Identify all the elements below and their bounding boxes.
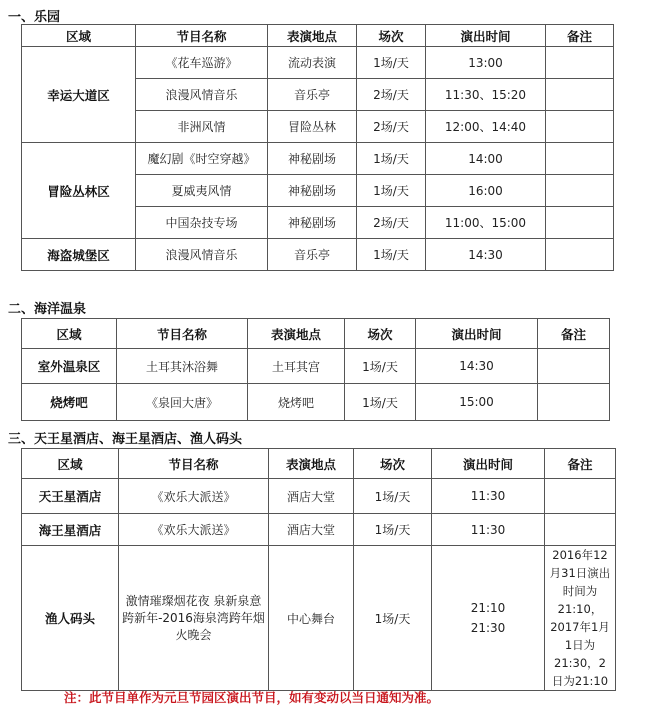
showtime-cell: 11:30	[432, 514, 545, 546]
sessions-cell: 1场/天	[357, 175, 426, 207]
program-cell: 土耳其沐浴舞	[117, 349, 248, 384]
venue-cell: 酒店大堂	[269, 514, 354, 546]
schedule-table-park	[21, 24, 614, 271]
remarks-cell	[546, 79, 614, 111]
header-program: 节目名称	[119, 449, 269, 479]
schedule-table-ocean-spa	[21, 318, 610, 421]
program-cell: 《欢乐大派送》	[119, 479, 269, 514]
showtime-cell: 13:00	[426, 47, 546, 79]
showtime-line: 21:10	[470, 601, 506, 615]
venue-cell: 土耳其宫	[248, 349, 345, 384]
showtime-cell: 16:00	[426, 175, 546, 207]
table-row	[22, 514, 616, 546]
remarks-cell	[546, 143, 614, 175]
table-row	[22, 143, 614, 175]
showtime-cell	[432, 546, 545, 691]
venue-cell: 中心舞台	[269, 546, 354, 691]
venue-cell: 神秘剧场	[268, 143, 357, 175]
header-program: 节目名称	[136, 25, 268, 47]
program-cell: 非洲风情	[136, 111, 268, 143]
header-sessions: 场次	[354, 449, 432, 479]
section-title-hotels-wharf: 三、天王星酒店、海王星酒店、渔人码头	[8, 432, 243, 447]
remarks-cell	[546, 207, 614, 239]
program-cell: 中国杂技专场	[136, 207, 268, 239]
sessions-cell: 1场/天	[357, 239, 426, 271]
venue-cell: 音乐亭	[268, 79, 357, 111]
table-row	[22, 479, 616, 514]
remarks-cell	[546, 47, 614, 79]
table-row	[22, 546, 616, 691]
header-showtime: 演出时间	[426, 25, 546, 47]
area-cell: 烧烤吧	[22, 384, 117, 421]
venue-cell: 酒店大堂	[269, 479, 354, 514]
program-cell: 魔幻剧《时空穿越》	[136, 143, 268, 175]
remarks-cell	[546, 239, 614, 271]
header-sessions: 场次	[345, 319, 416, 349]
showtime-cell: 15:00	[416, 384, 538, 421]
venue-cell: 神秘剧场	[268, 175, 357, 207]
sessions-cell: 2场/天	[357, 79, 426, 111]
area-cell: 室外温泉区	[22, 349, 117, 384]
table-header-row	[22, 25, 614, 47]
venue-cell: 神秘剧场	[268, 207, 357, 239]
header-program: 节目名称	[117, 319, 248, 349]
showtime-cell: 14:30	[416, 349, 538, 384]
header-remarks: 备注	[546, 25, 614, 47]
sessions-cell: 1场/天	[345, 349, 416, 384]
table-header-row	[22, 319, 610, 349]
remarks-cell: 2016年12月31日演出时间为21:10，2017年1月1日为21:30，2日为21:10	[545, 546, 616, 691]
sessions-cell: 1场/天	[357, 143, 426, 175]
remarks-cell	[545, 479, 616, 514]
table-row	[22, 239, 614, 271]
showtime-cell: 14:30	[426, 239, 546, 271]
showtime-cell: 11:30、15:20	[426, 79, 546, 111]
showtime-cell: 12:00、14:40	[426, 111, 546, 143]
area-cell: 海盗城堡区	[22, 239, 136, 271]
header-showtime: 演出时间	[416, 319, 538, 349]
sessions-cell: 1场/天	[354, 514, 432, 546]
showtime-cell: 11:00、15:00	[426, 207, 546, 239]
showtime-cell: 11:30	[432, 479, 545, 514]
venue-cell: 音乐亭	[268, 239, 357, 271]
program-cell: 夏威夷风情	[136, 175, 268, 207]
program-cell: 浪漫风情音乐	[136, 79, 268, 111]
header-remarks: 备注	[538, 319, 610, 349]
header-venue: 表演地点	[248, 319, 345, 349]
program-cell: 《欢乐大派送》	[119, 514, 269, 546]
remarks-cell	[546, 111, 614, 143]
header-venue: 表演地点	[269, 449, 354, 479]
sessions-cell: 1场/天	[357, 47, 426, 79]
remarks-cell	[538, 384, 610, 421]
table-row	[22, 47, 614, 79]
header-area: 区域	[22, 319, 117, 349]
venue-cell: 流动表演	[268, 47, 357, 79]
table-header-row	[22, 449, 616, 479]
header-remarks: 备注	[545, 449, 616, 479]
area-cell: 幸运大道区	[22, 47, 136, 143]
table-row	[22, 384, 610, 421]
header-area: 区域	[22, 25, 136, 47]
header-sessions: 场次	[357, 25, 426, 47]
sessions-cell: 2场/天	[357, 207, 426, 239]
venue-cell: 冒险丛林	[268, 111, 357, 143]
area-cell: 冒险丛林区	[22, 143, 136, 239]
showtime-line: 21:30	[470, 621, 506, 635]
remarks-cell	[545, 514, 616, 546]
footer-note: 注：此节目单作为元旦节园区演出节目，如有变动以当日通知为准。	[64, 690, 440, 705]
sessions-cell: 2场/天	[357, 111, 426, 143]
showtime-cell: 14:00	[426, 143, 546, 175]
schedule-table-hotels-wharf	[21, 448, 616, 691]
remarks-cell	[546, 175, 614, 207]
area-cell: 海王星酒店	[22, 514, 119, 546]
program-cell: 《花车巡游》	[136, 47, 268, 79]
program-cell: 浪漫风情音乐	[136, 239, 268, 271]
header-venue: 表演地点	[268, 25, 357, 47]
program-cell: 激情璀璨烟花夜 泉新泉意跨新年-2016海泉湾跨年烟火晚会	[119, 546, 269, 691]
sessions-cell: 1场/天	[354, 546, 432, 691]
venue-cell: 烧烤吧	[248, 384, 345, 421]
area-cell: 渔人码头	[22, 546, 119, 691]
header-area: 区域	[22, 449, 119, 479]
section-title-ocean-spa: 二、海洋温泉	[8, 302, 87, 317]
sessions-cell: 1场/天	[354, 479, 432, 514]
program-cell: 《泉回大唐》	[117, 384, 248, 421]
sessions-cell: 1场/天	[345, 384, 416, 421]
section-title-park: 一、乐园	[8, 10, 61, 25]
area-cell: 天王星酒店	[22, 479, 119, 514]
table-row	[22, 349, 610, 384]
header-showtime: 演出时间	[432, 449, 545, 479]
remarks-cell	[538, 349, 610, 384]
